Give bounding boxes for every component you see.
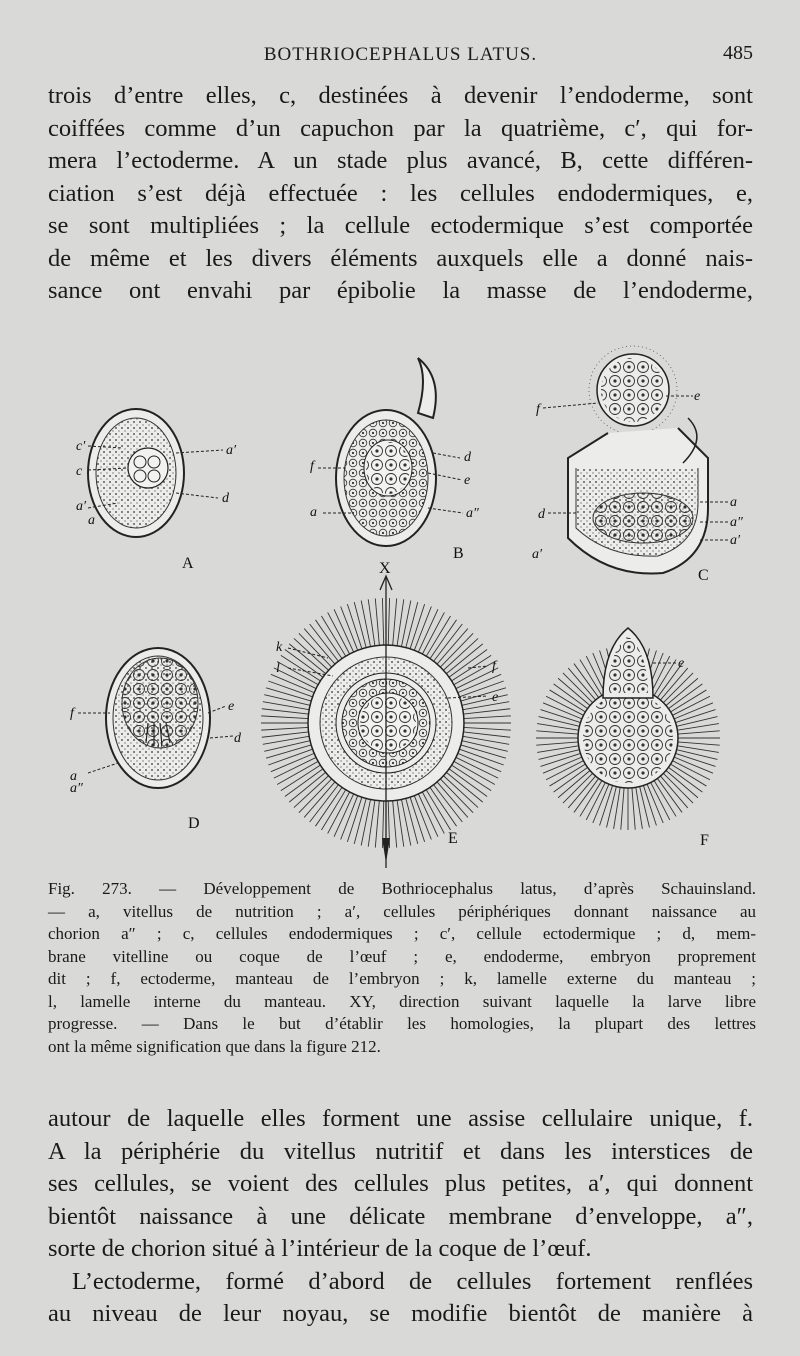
cilium [554,684,588,709]
cilium [266,688,311,701]
text-line: A la périphérie du vitellus nutritif et dans les interstices de [48,1137,753,1165]
figure-caption [48,878,756,1058]
cilium [434,624,463,661]
cilium [463,709,510,714]
cilium [430,620,457,659]
cilium [262,709,309,714]
label-a-prime: a′ [226,443,237,458]
cilium [315,787,342,826]
label-a: a [730,495,737,510]
label-e: e [678,656,685,671]
caption-line: brane vitelline ou coque de l’œuf ; e, endoderme, embryon proprement [48,946,756,966]
cilium [285,650,323,678]
cilium [660,668,687,700]
cilium [461,688,506,701]
cilium [440,633,473,667]
cilium [663,673,693,703]
panel-b-egg [318,358,463,546]
figure-273 [48,318,753,878]
panel-label-f: F [700,832,709,849]
cilium [574,778,599,812]
label-a: a [310,505,317,520]
cilium [375,598,379,645]
cilium [281,655,321,680]
label-f: f [492,659,496,674]
label-a-double-prime: a″ [466,506,479,521]
cilium [321,790,345,830]
cilium [304,629,335,665]
text-line: L’ectoderme, formé d’abord de cellules fortement renflées [72,1267,753,1295]
label-a-prime: a′ [730,533,741,548]
text-line: ses cellules, se voient des cellules plus petites, a′, qui donnent [48,1170,753,1197]
cilium [263,736,309,744]
text-line: sance ont envahi par épibolie la masse de l’endoderme, [48,277,753,304]
caption-line: Fig. 273. — Développement de Bothriocephalus latus, d’après Schauinsland. [48,879,756,898]
cilium [393,598,397,645]
cilium [315,620,342,659]
label-e: e [228,699,235,714]
panel-label-b: B [453,545,464,562]
cilium [536,742,578,745]
label-l: l [276,661,280,676]
text-line: trois d’entre elles, c, destinées à devenir l’endoderme, sont [48,82,753,109]
panel-label-c: C [698,567,709,584]
cilium [574,664,599,698]
panel-d-egg [78,648,233,788]
cilium [463,736,509,744]
cilium [406,798,418,843]
direction-x-label: X [379,560,391,577]
cilium [382,598,383,645]
text-line: de même et les divers éléments auxquels elle a donné nais- [48,244,753,272]
label-d: d [464,450,471,465]
cilium [558,770,590,797]
cilium [440,779,473,813]
cilium [563,673,593,703]
panel-e-larva [261,576,511,868]
cilium [660,776,687,808]
cilium [666,678,698,705]
label-a: a [88,513,95,528]
label-a: a [70,769,77,784]
cilium [437,782,468,818]
label-c-prime: c′ [76,439,86,454]
label-d: d [538,507,545,522]
label-e: e [694,389,701,404]
figure-illustration [48,318,753,878]
caption-line: dit ; f, ectoderme, manteau de l’embryon ; k, lamelle externe du manteau ; [48,969,756,988]
cilium [263,702,309,710]
cilium [446,644,482,674]
cilium [463,732,510,737]
label-c: c [76,464,83,479]
cilium [668,684,702,709]
cilium [430,787,457,826]
cilium [299,779,332,813]
cilium [406,602,418,647]
label-d: d [234,731,241,746]
cilium [294,638,329,670]
cilium [434,785,463,822]
label-a-prime: a′ [532,547,543,562]
text-line: mera l’ectoderme. A un stade plus avancé, B, cette différen- [48,147,753,174]
cilium [452,655,492,680]
cilium [558,678,590,705]
caption-line: l, lamelle interne du manteau. XY, direction suivant laquelle la larve libre [48,991,756,1011]
top-paragraph [48,80,753,308]
panel-label-a: A [182,555,194,572]
cilium [462,741,508,752]
cilium [449,650,487,678]
cilium [393,801,397,848]
cilium [262,732,309,737]
cilium [375,801,379,848]
cilium [463,702,509,710]
text-line: ciation s’est déjà effectuée : les cellules endodermiques, e, [48,179,753,207]
cilium [310,624,339,661]
cilium [261,727,308,730]
cilium [354,798,366,843]
label-k: k [276,640,283,655]
cilium [454,761,495,784]
cilium [563,773,593,803]
cilium [261,716,308,719]
cilium [426,616,450,656]
running-head [48,42,753,72]
label-f: f [310,459,314,474]
cilium [454,662,495,685]
label-e: e [464,473,471,488]
cilium [568,776,595,808]
panel-f-larva [536,628,720,830]
cilium [668,767,702,792]
cilium [678,731,720,734]
cilium [678,742,720,745]
cilium [461,745,506,758]
cilium [632,788,635,830]
caption-line: — a, vitellus de nutrition ; a′, cellules périphériques donnant naissance au [48,901,756,921]
cilium [426,790,450,830]
cilium [285,769,323,797]
caption-line: chorion a″ ; c, cellules endodermiques ; c′, cellule ectodermique ; d, mem- [48,924,756,943]
label-f: f [70,706,74,721]
text-line: bientôt naissance à une délicate membrane d’enveloppe, a″, [48,1202,753,1230]
cilium [464,727,511,730]
cilium [277,662,318,685]
cilium [663,773,693,803]
cilium [266,745,311,758]
cilium [321,616,345,656]
cilium [310,785,339,822]
cilium [289,772,325,802]
cilium [354,602,366,647]
cilium [443,638,478,670]
bottom-paragraph [48,1103,753,1331]
text-line: au niveau de leur noyau, se modifie bientôt de manière à [48,1300,753,1327]
label-d: d [222,491,229,506]
cilium [446,772,482,802]
cilium [657,778,682,812]
text-line: coiffées comme d’un capuchon par la quatrième, c′, qui for- [48,114,753,142]
text-line: autour de laquelle elles forment une assise cellulaire unique, f. [48,1105,753,1132]
label-a-prime: a′ [76,499,87,514]
cilium [666,770,698,797]
cilium [554,767,588,792]
label-a-double-prime: a″ [730,515,743,530]
label-e: e [492,690,499,705]
cilium [304,782,335,818]
cilium [264,695,310,706]
cilium [621,788,624,830]
caption-line: ont la même signification que dans la figure 212. [48,1036,381,1056]
cilium [443,776,478,808]
cilium [299,633,332,667]
page-number: 485 [723,42,753,64]
panel-c-egg [543,346,728,574]
caption-line: progresse. — Dans le but d’établir les homologies, la plupart des lettres [48,1014,756,1033]
label-a-double-prime: a″ [70,781,83,796]
cilium [449,769,487,797]
text-line: se sont multipliées ; la cellule ectodermique s’est comportée [48,212,753,239]
cilium [536,731,578,734]
cilium [464,716,511,719]
cilium [264,741,310,752]
panel-label-e: E [448,830,458,847]
cilium [437,629,468,665]
cilium [294,776,329,808]
panel-label-d: D [188,815,200,832]
cilium [388,598,389,645]
text-line: sorte de chorion situé à l’intérieur de la coque de l’œuf. [48,1235,592,1262]
label-f: f [536,402,540,417]
running-title: BOTHRIOCEPHALUS LATUS. [263,44,538,65]
cilium [568,668,595,700]
panel-a-egg [88,409,223,537]
cilium [277,761,318,784]
cilium [452,765,492,790]
cilium [281,765,321,790]
